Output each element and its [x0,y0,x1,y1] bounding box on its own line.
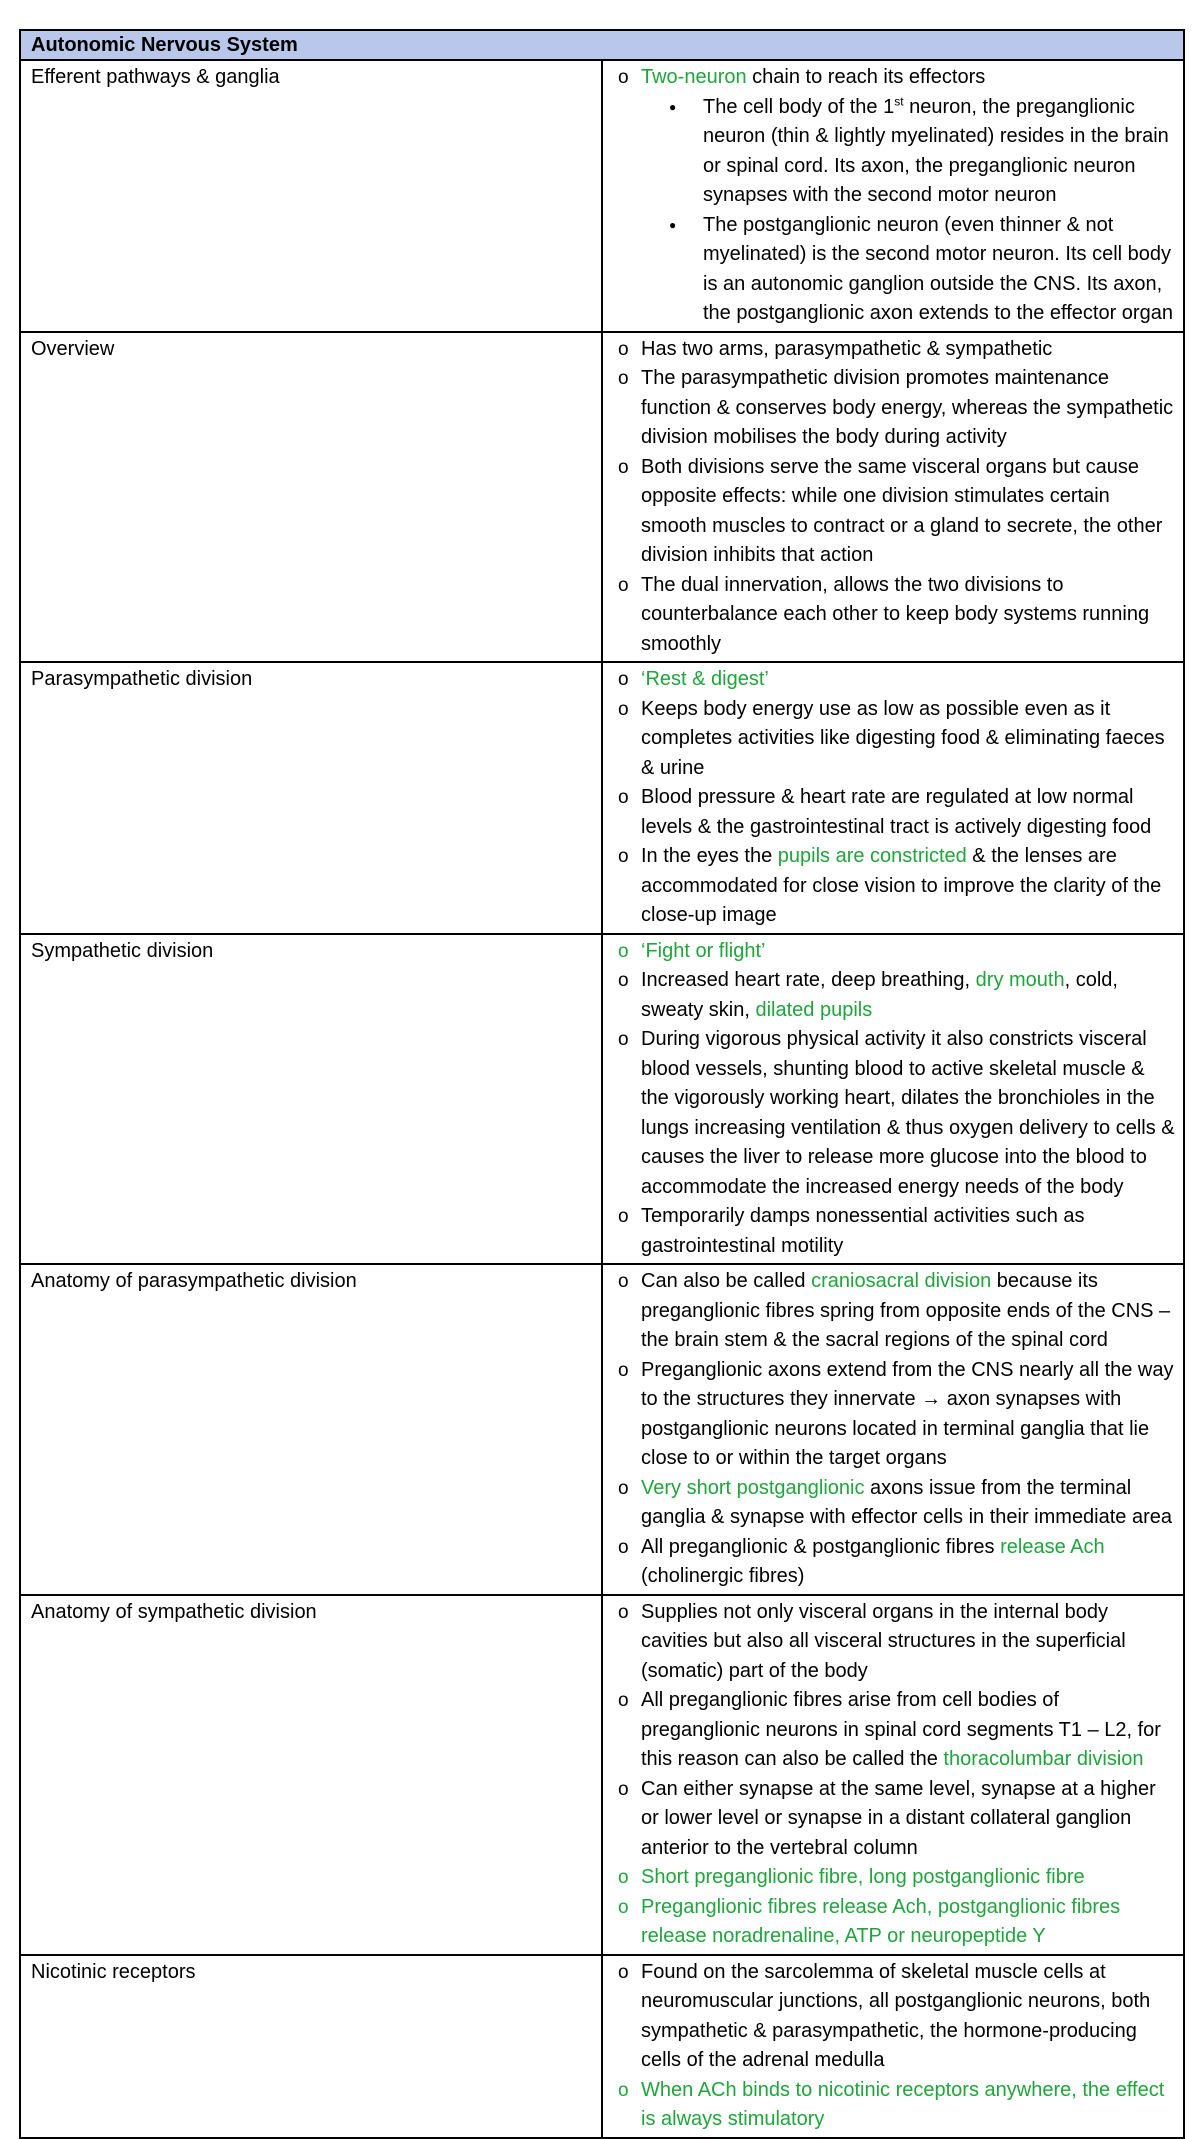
list-item [613,966,1177,1025]
bullet-list [613,665,1177,931]
list-item [613,1863,1177,1893]
list-item: o Has two arms, parasympathetic & sympathetic [613,335,1177,365]
list-item [613,842,1177,931]
list-item: o The parasympathetic division promotes maintenance function & conserves body energy, whereas the sympathetic division mobilises the body during activity [613,364,1177,453]
list-item: o Can either synapse at the same level, synapse at a higher or lower level or synapse in a distant collateral ganglion anterior to the vertebral column [613,1775,1177,1864]
row-label: Anatomy of parasympathetic division [20,1264,602,1595]
item-text: In the eyes the [641,845,778,867]
bullet-list [613,335,1177,660]
list-item [613,1267,1177,1356]
table-row [20,332,1184,663]
item-text: All preganglionic & postganglionic fibres [641,1535,1001,1558]
list-item: o Found on the sarcolemma of skeletal muscle cells at neuromuscular junctions, all postganglionic neurons, both sympathetic & parasympathetic, the hormone-producing cells of the adrenal medulla [613,1958,1177,2076]
highlight-text: pupils are constricted [777,845,967,867]
highlight-text: dry mouth [975,969,1065,991]
list-item [613,665,1177,695]
list-item: o The dual innervation, allows the two divisions to counterbalance each other to keep body systems running smoothly [613,571,1177,660]
superscript-text: st [894,93,904,108]
table-row [20,1264,1184,1595]
sub-bullet-list [641,93,1177,329]
list-item [613,1533,1177,1592]
table-row [20,1955,1184,2138]
highlight-text: Short preganglionic fibre, long postganglionic fibre [641,1866,1085,1888]
row-content [602,1955,1184,2138]
item-text: , cold, sweaty skin, [641,969,1118,1021]
item-text: axons issue from the terminal ganglia & synapse with effector cells in their immediate area [641,1476,1173,1528]
highlight-text: thoracolumbar division [943,1748,1144,1770]
bullet-list [613,1267,1177,1592]
list-item [613,937,1177,967]
highlight-text: Very short postganglionic [641,1476,865,1499]
item-text: neuron, the preganglionic neuron (thin & lightly myelinated) resides in the brain or spinal cord. Its axon, the preganglionic neuron synapses with the second motor neuron [703,95,1169,206]
table-row [20,60,1184,332]
row-label: Overview [20,332,602,663]
list-item [613,1893,1177,1952]
item-text: because its preganglionic fibres spring from opposite ends of the CNS – the brain stem & the sacral regions of the spinal cord [641,1270,1171,1351]
bullet-list [613,63,1177,329]
table-header-row [20,30,1184,60]
item-text: Increased heart rate, deep breathing, [641,969,976,991]
highlight-text: release Ach [1000,1535,1105,1558]
item-text: The postganglionic neuron (even thinner & not myelinated) is the second motor neuron. Its cell body is an autonomic ganglion outside the CNS. Its axon, the postganglionic axon extends to the effector organ [703,213,1173,324]
item-text: & the lenses are accommodated for close vision to improve the clarity of the close-up image [641,845,1162,926]
highlight-text: ‘Rest & digest’ [641,668,769,690]
item-text: All preganglionic fibres arise from cell bodies of preganglionic neurons in spinal cord segments T1 – L2, for this reason can also be called the [641,1689,1161,1770]
list-item: o Both divisions serve the same visceral organs but cause opposite effects: while one division stimulates certain smooth muscles to contract or a gland to secrete, the other division inhibits that action [613,453,1177,571]
list-item [613,1686,1177,1775]
row-content [602,1595,1184,1955]
row-content [602,60,1184,332]
row-content [602,662,1184,934]
list-item: o Temporarily damps nonessential activities such as gastrointestinal motility [613,1202,1177,1261]
highlight-text: Two-neuron [641,66,747,88]
list-item [613,63,1177,329]
bullet-list [613,1958,1177,2135]
row-label: Parasympathetic division [20,662,602,934]
sub-list-item [655,211,1177,329]
highlight-text: When ACh binds to nicotinic receptors anywhere, the effect is always stimulatory [641,2078,1165,2130]
list-item: o Blood pressure & heart rate are regulated at low normal levels & the gastrointestinal tract is actively digesting food [613,783,1177,842]
item-text: (cholinergic fibres) [641,1565,805,1587]
notes-table [19,29,1185,2139]
row-label: Nicotinic receptors [20,1955,602,2138]
row-content [602,934,1184,1265]
item-text: Can also be called [641,1270,812,1292]
row-content [602,1264,1184,1595]
table-row [20,934,1184,1265]
highlight-text: Preganglionic fibres release Ach, postganglionic fibres release noradrenaline, ATP or neuropeptide Y [641,1895,1121,1947]
highlight-text: craniosacral division [811,1270,992,1292]
table-row [20,1595,1184,1955]
highlight-text: dilated pupils [755,998,873,1021]
table-row [20,662,1184,934]
list-item [613,2076,1177,2135]
sub-list-item [655,93,1177,211]
row-label: Efferent pathways & ganglia [20,60,602,332]
list-item [613,1474,1177,1533]
list-item: o Keeps body energy use as low as possible even as it completes activities like digesting food & eliminating faeces & urine [613,695,1177,784]
list-item: o Supplies not only visceral organs in the internal body cavities but also all visceral structures in the superficial (somatic) part of the body [613,1598,1177,1687]
item-text: The cell body of the 1 [703,95,895,118]
notes-document [19,29,1185,2139]
row-content [602,332,1184,663]
list-item: o Preganglionic axons extend from the CNS nearly all the way to the structures they innervate → axon synapses with postganglionic neurons located in terminal ganglia that lie close to or within the target organs [613,1356,1177,1474]
bullet-list [613,937,1177,1262]
list-item: o During vigorous physical activity it also constricts visceral blood vessels, shunting blood to active skeletal muscle & the vigorously working heart, dilates the bronchioles in the lungs increasing ventilation & thus oxygen delivery to cells & causes the liver to release more glucose into the blood to accommodate the increased energy needs of the body [613,1025,1177,1202]
bullet-list [613,1598,1177,1952]
item-text: chain to reach its effectors [746,66,986,88]
table-title: Autonomic Nervous System [20,30,1184,60]
row-label: Anatomy of sympathetic division [20,1595,602,1955]
highlight-text: ‘Fight or flight’ [641,939,766,962]
row-label: Sympathetic division [20,934,602,1265]
